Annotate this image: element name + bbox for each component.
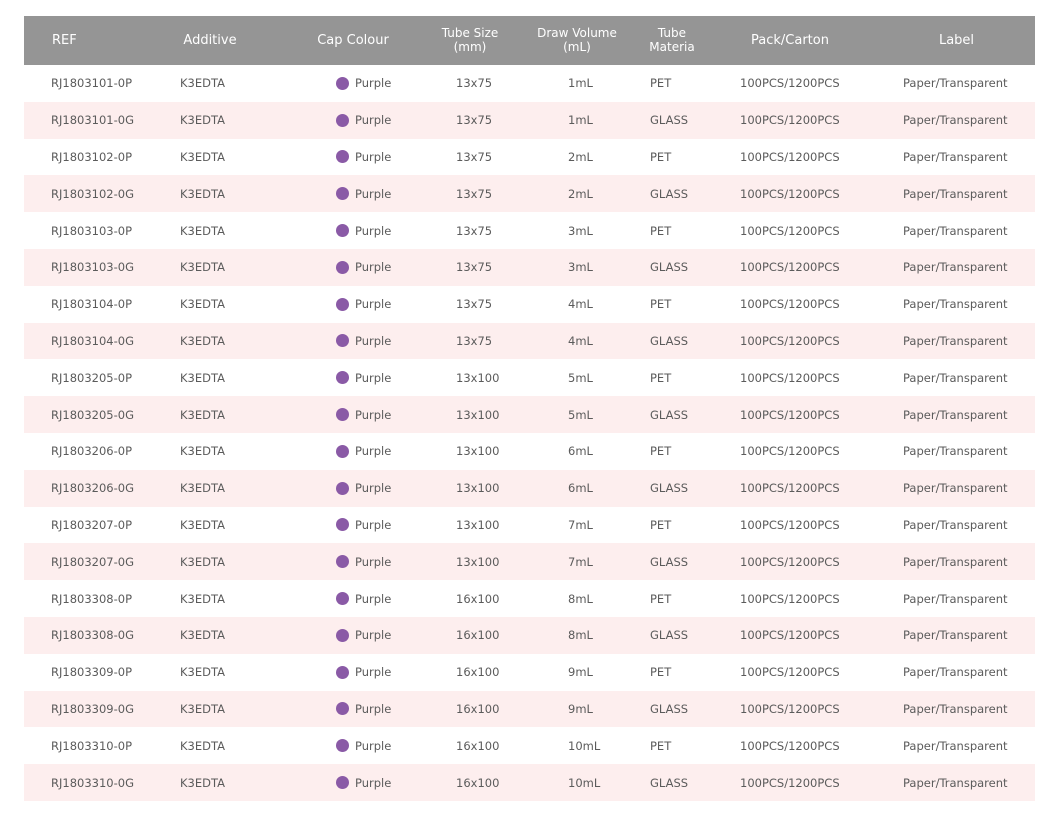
cell-label: Paper/Transparent (903, 333, 1008, 348)
purple-cap-dot-icon (336, 77, 349, 90)
cell-cap-colour (278, 187, 428, 200)
header-label: Label (938, 32, 975, 48)
cell-label: Paper/Transparent (903, 223, 1008, 238)
cell-material: PET (650, 738, 672, 753)
cell-tube-size: 13x75 (456, 223, 493, 238)
cell-tube-size: 13x75 (456, 186, 493, 201)
cell-pack-carton: 100PCS/1200PCS (740, 223, 840, 238)
purple-cap-dot-icon (336, 482, 349, 495)
purple-cap-dot-icon (336, 518, 349, 531)
cell-material: PET (650, 223, 672, 238)
table-row (24, 507, 1035, 544)
cell-draw-volume: 9mL (568, 701, 593, 716)
table-row (24, 286, 1035, 323)
header-tube-material-line1: Tube (657, 26, 687, 41)
cell-draw-volume: 7mL (568, 517, 593, 532)
table-row (24, 691, 1035, 728)
cell-material: GLASS (650, 407, 689, 422)
cell-ref: RJ1803205-0P (51, 370, 132, 385)
cell-cap-colour (278, 224, 428, 237)
cap-colour-text: Purple (355, 186, 392, 201)
cap-colour-text: Purple (355, 701, 392, 716)
cell-material: GLASS (650, 333, 689, 348)
cell-label: Paper/Transparent (903, 444, 1008, 459)
cell-ref: RJ1803206-0G (51, 481, 134, 496)
cell-pack-carton: 100PCS/1200PCS (740, 186, 840, 201)
header-draw-volume-stack (537, 27, 617, 53)
cell-material: PET (650, 297, 672, 312)
cell-material: GLASS (650, 481, 689, 496)
cell-cap-colour (278, 776, 428, 789)
header-draw-volume (512, 27, 642, 53)
cell-pack-carton: 100PCS/1200PCS (740, 444, 840, 459)
cell-additive: K3EDTA (180, 517, 225, 532)
cell-label: Paper/Transparent (903, 665, 1008, 680)
cell-draw-volume: 5mL (568, 370, 593, 385)
cell-additive: K3EDTA (180, 444, 225, 459)
cap-colour-text: Purple (355, 554, 392, 569)
table-row (24, 139, 1035, 176)
cell-pack-carton: 100PCS/1200PCS (740, 407, 840, 422)
cell-ref: RJ1803102-0G (51, 186, 134, 201)
cell-ref: RJ1803308-0G (51, 628, 134, 643)
table-row (24, 727, 1035, 764)
table-row (24, 764, 1035, 801)
cell-cap-colour (278, 739, 428, 752)
cell-cap-colour (278, 298, 428, 311)
cell-tube-size: 16x100 (456, 591, 500, 606)
cell-material: GLASS (650, 186, 689, 201)
cell-additive: K3EDTA (180, 333, 225, 348)
cap-colour-text: Purple (355, 665, 392, 680)
cell-cap-colour (278, 77, 428, 90)
header-additive: Additive (183, 32, 237, 48)
cell-tube-size: 13x100 (456, 444, 500, 459)
cell-tube-size: 16x100 (456, 628, 500, 643)
table-header (24, 16, 1035, 65)
cell-tube-size: 16x100 (456, 665, 500, 680)
cell-cap-colour (278, 518, 428, 531)
cell-pack-carton: 100PCS/1200PCS (740, 481, 840, 496)
cell-ref: RJ1803101-0P (51, 76, 132, 91)
cell-tube-size: 13x75 (456, 333, 493, 348)
header-cap-colour: Cap Colour (317, 32, 389, 48)
table-row (24, 396, 1035, 433)
table-row (24, 249, 1035, 286)
cell-ref: RJ1803308-0P (51, 591, 132, 606)
cell-material: GLASS (650, 775, 689, 790)
cap-colour-text: Purple (355, 738, 392, 753)
cell-material: PET (650, 591, 672, 606)
cell-cap-colour (278, 408, 428, 421)
cap-colour-text: Purple (355, 517, 392, 532)
cell-draw-volume: 7mL (568, 554, 593, 569)
cell-additive: K3EDTA (180, 297, 225, 312)
table-row (24, 543, 1035, 580)
product-table (24, 16, 1035, 801)
header-tube-size-line2: (mm) (453, 40, 487, 54)
cell-cap-colour (278, 666, 428, 679)
cell-label: Paper/Transparent (903, 517, 1008, 532)
cell-tube-size: 13x75 (456, 113, 493, 128)
purple-cap-dot-icon (336, 114, 349, 127)
cell-label: Paper/Transparent (903, 591, 1008, 606)
cell-tube-size: 13x100 (456, 481, 500, 496)
cell-draw-volume: 10mL (568, 775, 601, 790)
cell-material: GLASS (650, 701, 689, 716)
cell-ref: RJ1803207-0P (51, 517, 132, 532)
cell-cap-colour (278, 445, 428, 458)
cell-draw-volume: 2mL (568, 186, 593, 201)
purple-cap-dot-icon (336, 371, 349, 384)
cell-draw-volume: 10mL (568, 738, 601, 753)
cell-pack-carton: 100PCS/1200PCS (740, 517, 840, 532)
cell-additive: K3EDTA (180, 738, 225, 753)
cell-ref: RJ1803102-0P (51, 149, 132, 164)
cap-colour-text: Purple (355, 76, 392, 91)
cap-colour-text: Purple (355, 591, 392, 606)
purple-cap-dot-icon (336, 187, 349, 200)
purple-cap-dot-icon (336, 592, 349, 605)
purple-cap-dot-icon (336, 298, 349, 311)
purple-cap-dot-icon (336, 261, 349, 274)
table-row (24, 323, 1035, 360)
header-draw-volume-line1: Draw Volume (537, 26, 617, 41)
cell-draw-volume: 3mL (568, 260, 593, 275)
purple-cap-dot-icon (336, 739, 349, 752)
cell-draw-volume: 6mL (568, 481, 593, 496)
cell-additive: K3EDTA (180, 665, 225, 680)
cell-additive: K3EDTA (180, 76, 225, 91)
cell-ref: RJ1803205-0G (51, 407, 134, 422)
cell-pack-carton: 100PCS/1200PCS (740, 701, 840, 716)
cell-label: Paper/Transparent (903, 297, 1008, 312)
cell-additive: K3EDTA (180, 149, 225, 164)
cell-additive: K3EDTA (180, 407, 225, 422)
cell-ref: RJ1803104-0G (51, 333, 134, 348)
table-row (24, 212, 1035, 249)
cell-label: Paper/Transparent (903, 775, 1008, 790)
header-ref: REF (52, 32, 77, 48)
header-tube-material (642, 27, 702, 53)
cell-pack-carton: 100PCS/1200PCS (740, 775, 840, 790)
cell-material: PET (650, 149, 672, 164)
cell-material: GLASS (650, 113, 689, 128)
cell-cap-colour (278, 629, 428, 642)
cell-cap-colour (278, 334, 428, 347)
cap-colour-text: Purple (355, 223, 392, 238)
cell-tube-size: 13x100 (456, 407, 500, 422)
cell-tube-size: 13x75 (456, 297, 493, 312)
table-row (24, 102, 1035, 139)
cell-draw-volume: 6mL (568, 444, 593, 459)
header-pack-carton: Pack/Carton (751, 32, 829, 48)
cell-label: Paper/Transparent (903, 76, 1008, 91)
cell-pack-carton: 100PCS/1200PCS (740, 297, 840, 312)
cell-cap-colour (278, 114, 428, 127)
cell-additive: K3EDTA (180, 701, 225, 716)
cell-tube-size: 13x75 (456, 260, 493, 275)
header-tube-size-line1: Tube Size (441, 26, 499, 41)
cell-pack-carton: 100PCS/1200PCS (740, 76, 840, 91)
cap-colour-text: Purple (355, 149, 392, 164)
cell-pack-carton: 100PCS/1200PCS (740, 628, 840, 643)
cell-draw-volume: 4mL (568, 333, 593, 348)
table-row (24, 470, 1035, 507)
header-tube-material-line2: Materia (649, 40, 695, 54)
cap-colour-text: Purple (355, 444, 392, 459)
cell-cap-colour (278, 482, 428, 495)
cell-pack-carton: 100PCS/1200PCS (740, 333, 840, 348)
cell-tube-size: 13x100 (456, 370, 500, 385)
cell-ref: RJ1803310-0P (51, 738, 132, 753)
cell-ref: RJ1803310-0G (51, 775, 134, 790)
cell-pack-carton: 100PCS/1200PCS (740, 260, 840, 275)
cell-ref: RJ1803207-0G (51, 554, 134, 569)
cell-material: GLASS (650, 628, 689, 643)
cell-label: Paper/Transparent (903, 370, 1008, 385)
cell-pack-carton: 100PCS/1200PCS (740, 149, 840, 164)
cell-ref: RJ1803104-0P (51, 297, 132, 312)
header-tube-size-stack (442, 27, 499, 53)
table-row (24, 617, 1035, 654)
cell-ref: RJ1803206-0P (51, 444, 132, 459)
cell-additive: K3EDTA (180, 591, 225, 606)
cell-ref: RJ1803103-0P (51, 223, 132, 238)
header-tube-material-stack (649, 27, 694, 53)
cell-draw-volume: 9mL (568, 665, 593, 680)
cap-colour-text: Purple (355, 407, 392, 422)
table-row (24, 359, 1035, 396)
purple-cap-dot-icon (336, 666, 349, 679)
cell-label: Paper/Transparent (903, 554, 1008, 569)
cell-material: GLASS (650, 260, 689, 275)
cell-label: Paper/Transparent (903, 113, 1008, 128)
cell-tube-size: 16x100 (456, 775, 500, 790)
cell-draw-volume: 8mL (568, 628, 593, 643)
cap-colour-text: Purple (355, 775, 392, 790)
cell-tube-size: 13x75 (456, 149, 493, 164)
cell-label: Paper/Transparent (903, 186, 1008, 201)
purple-cap-dot-icon (336, 629, 349, 642)
cap-colour-text: Purple (355, 113, 392, 128)
cap-colour-text: Purple (355, 370, 392, 385)
cell-draw-volume: 2mL (568, 149, 593, 164)
cell-material: PET (650, 444, 672, 459)
table-row (24, 175, 1035, 212)
cell-label: Paper/Transparent (903, 628, 1008, 643)
cell-draw-volume: 5mL (568, 407, 593, 422)
cell-cap-colour (278, 150, 428, 163)
cell-tube-size: 16x100 (456, 701, 500, 716)
cell-pack-carton: 100PCS/1200PCS (740, 113, 840, 128)
table-body (24, 65, 1035, 801)
cell-pack-carton: 100PCS/1200PCS (740, 665, 840, 680)
cell-cap-colour (278, 555, 428, 568)
cell-material: PET (650, 665, 672, 680)
cell-cap-colour (278, 702, 428, 715)
cell-tube-size: 13x75 (456, 76, 493, 91)
header-tube-size (428, 27, 512, 53)
cell-material: PET (650, 517, 672, 532)
cell-tube-size: 13x100 (456, 554, 500, 569)
cell-label: Paper/Transparent (903, 701, 1008, 716)
cell-ref: RJ1803103-0G (51, 260, 134, 275)
cell-additive: K3EDTA (180, 186, 225, 201)
purple-cap-dot-icon (336, 408, 349, 421)
cell-additive: K3EDTA (180, 628, 225, 643)
cell-cap-colour (278, 261, 428, 274)
cell-additive: K3EDTA (180, 481, 225, 496)
cell-draw-volume: 1mL (568, 113, 593, 128)
cell-label: Paper/Transparent (903, 260, 1008, 275)
cell-cap-colour (278, 371, 428, 384)
table-row (24, 580, 1035, 617)
cell-additive: K3EDTA (180, 775, 225, 790)
cell-additive: K3EDTA (180, 370, 225, 385)
cell-label: Paper/Transparent (903, 407, 1008, 422)
cell-ref: RJ1803309-0G (51, 701, 134, 716)
cell-additive: K3EDTA (180, 223, 225, 238)
cell-draw-volume: 8mL (568, 591, 593, 606)
cell-additive: K3EDTA (180, 260, 225, 275)
cell-draw-volume: 3mL (568, 223, 593, 238)
purple-cap-dot-icon (336, 334, 349, 347)
cap-colour-text: Purple (355, 628, 392, 643)
cell-material: PET (650, 76, 672, 91)
cell-tube-size: 16x100 (456, 738, 500, 753)
header-draw-volume-line2: (mL) (563, 40, 591, 54)
cell-material: GLASS (650, 554, 689, 569)
cell-draw-volume: 4mL (568, 297, 593, 312)
cell-material: PET (650, 370, 672, 385)
cell-draw-volume: 1mL (568, 76, 593, 91)
table-row (24, 654, 1035, 691)
cell-pack-carton: 100PCS/1200PCS (740, 738, 840, 753)
cell-additive: K3EDTA (180, 113, 225, 128)
cell-tube-size: 13x100 (456, 517, 500, 532)
cell-pack-carton: 100PCS/1200PCS (740, 591, 840, 606)
cap-colour-text: Purple (355, 333, 392, 348)
purple-cap-dot-icon (336, 776, 349, 789)
purple-cap-dot-icon (336, 445, 349, 458)
cell-ref: RJ1803101-0G (51, 113, 134, 128)
cell-label: Paper/Transparent (903, 481, 1008, 496)
cell-pack-carton: 100PCS/1200PCS (740, 554, 840, 569)
cap-colour-text: Purple (355, 297, 392, 312)
cell-pack-carton: 100PCS/1200PCS (740, 370, 840, 385)
cell-label: Paper/Transparent (903, 149, 1008, 164)
purple-cap-dot-icon (336, 702, 349, 715)
cell-label: Paper/Transparent (903, 738, 1008, 753)
cap-colour-text: Purple (355, 481, 392, 496)
cap-colour-text: Purple (355, 260, 392, 275)
cell-additive: K3EDTA (180, 554, 225, 569)
purple-cap-dot-icon (336, 150, 349, 163)
purple-cap-dot-icon (336, 555, 349, 568)
purple-cap-dot-icon (336, 224, 349, 237)
table-row (24, 433, 1035, 470)
table-row (24, 65, 1035, 102)
cell-cap-colour (278, 592, 428, 605)
cell-ref: RJ1803309-0P (51, 665, 132, 680)
